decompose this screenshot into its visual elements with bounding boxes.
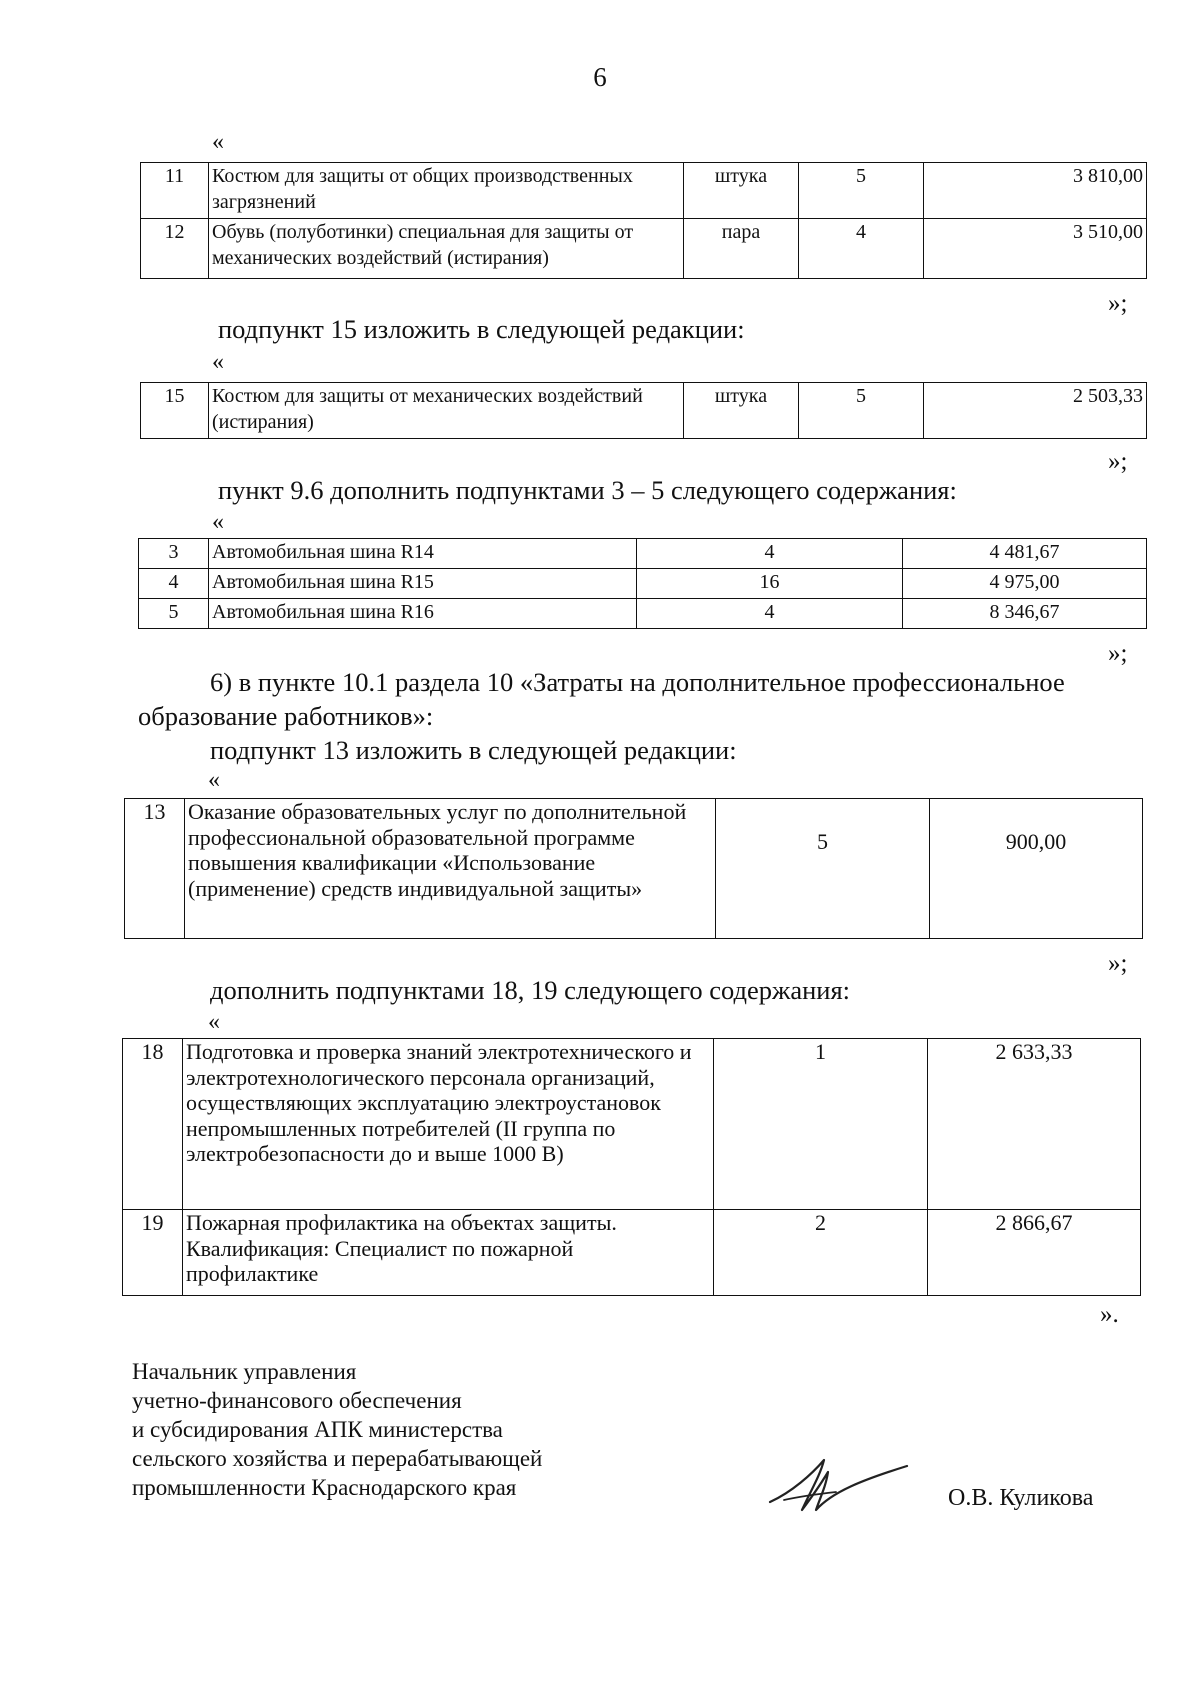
paragraph-6-line-2: образование работников»: xyxy=(138,701,434,731)
item-name: Костюм для защиты от общих производственных загрязнений xyxy=(209,163,684,219)
item-name: Автомобильная шина R14 xyxy=(209,539,637,569)
signatory-name: О.В. Куликова xyxy=(948,1485,1094,1511)
table-row xyxy=(141,163,1147,219)
quote-close: »; xyxy=(1108,290,1128,317)
table-training xyxy=(124,798,1143,939)
item-name: Автомобильная шина R16 xyxy=(209,599,637,629)
signatory-title-line: сельского хозяйства и перерабатывающей xyxy=(132,1446,543,1471)
quote-close: »; xyxy=(1108,448,1128,475)
row-number: 18 xyxy=(123,1039,183,1210)
table-clothing xyxy=(140,162,1147,279)
row-number: 19 xyxy=(123,1210,183,1296)
item-name: Костюм для защиты от механических воздействий (истирания) xyxy=(209,383,684,439)
item-price: 2 503,33 xyxy=(924,383,1147,439)
item-quantity: 4 xyxy=(637,539,903,569)
item-price: 2 866,67 xyxy=(928,1210,1141,1296)
item-price: 3 510,00 xyxy=(924,219,1147,279)
item-name: Автомобильная шина R15 xyxy=(209,569,637,599)
quote-open: « xyxy=(212,349,224,375)
item-unit: штука xyxy=(684,163,799,219)
item-quantity: 1 xyxy=(714,1039,928,1210)
quote-open: « xyxy=(212,129,224,155)
table-row xyxy=(141,383,1147,439)
item-price: 2 633,33 xyxy=(928,1039,1141,1210)
table-suit xyxy=(140,382,1147,439)
signatory-title-line: Начальник управления xyxy=(132,1359,357,1384)
quote-open: « xyxy=(208,1009,220,1035)
row-number: 3 xyxy=(139,539,209,569)
item-quantity: 5 xyxy=(799,163,924,219)
item-price: 3 810,00 xyxy=(924,163,1147,219)
table-certification xyxy=(122,1038,1141,1296)
signatory-title-line: учетно-финансового обеспечения xyxy=(132,1388,462,1413)
instruction-item-9-6: пункт 9.6 дополнить подпунктами 3 – 5 следующего содержания: xyxy=(218,475,957,505)
item-price: 4 975,00 xyxy=(903,569,1147,599)
quote-close: »; xyxy=(1108,950,1128,977)
item-quantity: 5 xyxy=(716,799,930,939)
item-price: 4 481,67 xyxy=(903,539,1147,569)
quote-close: ». xyxy=(1100,1301,1119,1328)
quote-open: « xyxy=(208,767,220,793)
signatory-title-line: промышленности Краснодарского края xyxy=(132,1475,517,1500)
table-tires xyxy=(138,538,1147,629)
row-number: 11 xyxy=(141,163,209,219)
item-name: Оказание образовательных услуг по дополнительной профессиональной образовательной программе повышения квалификации «Использование (применение) средств индивидуальной защиты» xyxy=(185,799,716,939)
row-number: 12 xyxy=(141,219,209,279)
instruction-subitem-13: подпункт 13 изложить в следующей редакции: xyxy=(210,735,737,765)
item-price: 900,00 xyxy=(930,799,1143,939)
page-number: 6 xyxy=(593,62,607,92)
item-quantity: 5 xyxy=(799,383,924,439)
signatory-title xyxy=(132,1357,542,1502)
quote-open: « xyxy=(212,509,224,535)
item-quantity: 4 xyxy=(637,599,903,629)
instruction-subitems-18-19: дополнить подпунктами 18, 19 следующего содержания: xyxy=(210,975,851,1005)
table-row xyxy=(141,219,1147,279)
row-number: 15 xyxy=(141,383,209,439)
item-unit: пара xyxy=(684,219,799,279)
signatory-title-line: и субсидирования АПК министерства xyxy=(132,1417,503,1442)
row-number: 5 xyxy=(139,599,209,629)
item-quantity: 4 xyxy=(799,219,924,279)
handwritten-signature xyxy=(762,1452,912,1522)
table-row xyxy=(125,799,1143,939)
table-row xyxy=(139,599,1147,629)
quote-close: »; xyxy=(1108,640,1128,667)
item-price: 8 346,67 xyxy=(903,599,1147,629)
item-name: Обувь (полуботинки) специальная для защиты от механических воздействий (истирания) xyxy=(209,219,684,279)
instruction-subitem-15: подпункт 15 изложить в следующей редакции: xyxy=(218,314,745,344)
item-name: Подготовка и проверка знаний электротехнического и электротехнологического персонала организаций, осуществляющих эксплуатацию электроустановок непромышленных потребителей (II группа по электробезопасности до и выше 1000 В) xyxy=(183,1039,714,1210)
item-unit: штука xyxy=(684,383,799,439)
table-row xyxy=(139,539,1147,569)
table-row xyxy=(123,1210,1141,1296)
table-row xyxy=(139,569,1147,599)
item-quantity: 2 xyxy=(714,1210,928,1296)
paragraph-6-line-1: 6) в пункте 10.1 раздела 10 «Затраты на дополнительное профессиональное xyxy=(210,667,1065,697)
row-number: 13 xyxy=(125,799,185,939)
row-number: 4 xyxy=(139,569,209,599)
item-quantity: 16 xyxy=(637,569,903,599)
table-row xyxy=(123,1039,1141,1210)
item-name: Пожарная профилактика на объектах защиты. Квалификация: Специалист по пожарной профилактике xyxy=(183,1210,714,1296)
